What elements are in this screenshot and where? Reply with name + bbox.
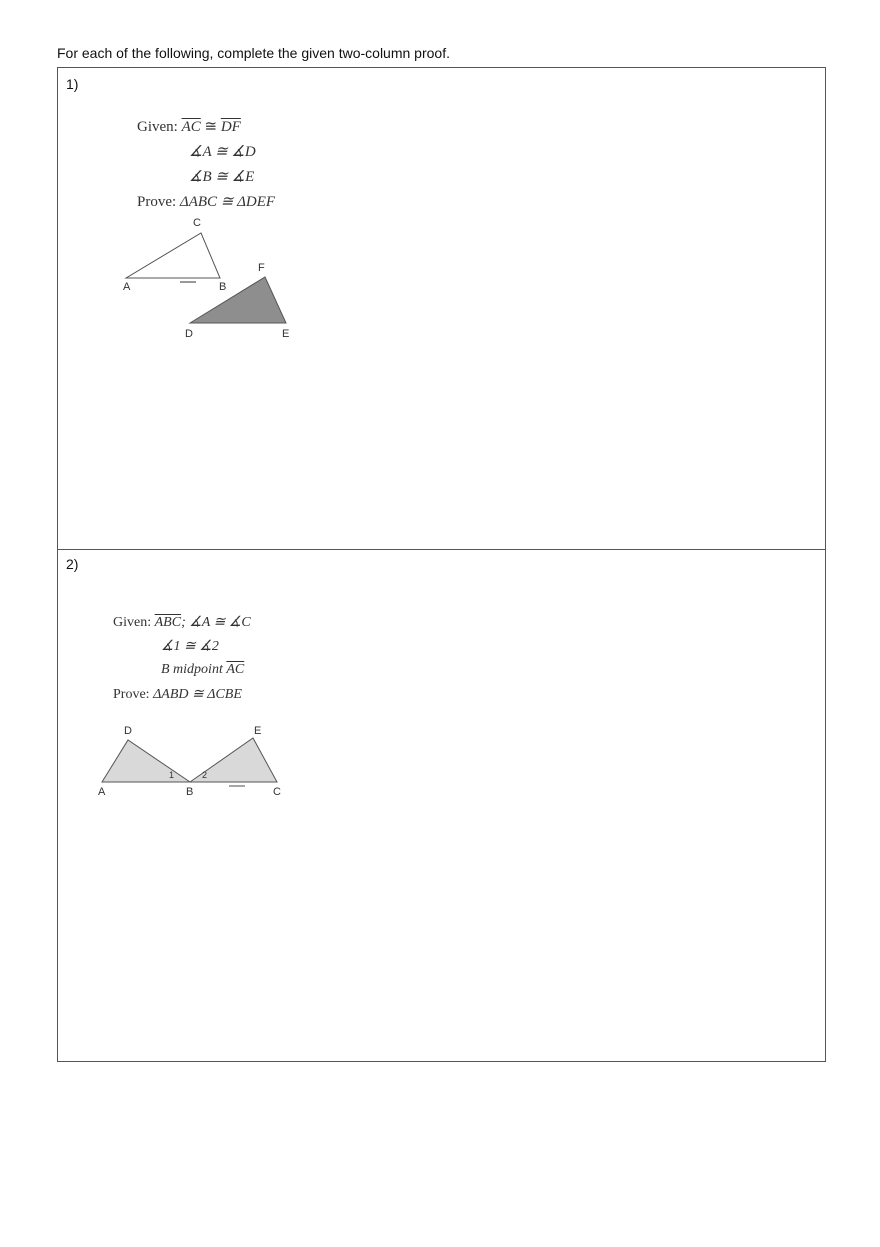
prove-statement: ΔABC ≅ ΔDEF xyxy=(179,194,276,210)
given-segment-abc: $\overline{ABC}$ xyxy=(154,615,182,630)
problem-number: 1) xyxy=(66,76,79,92)
vertex-label-e: E xyxy=(282,328,290,340)
given-statement-2: ∡A ≅ ∡D xyxy=(189,144,256,160)
given-segment-ac: $\overline{AC}$ xyxy=(226,662,245,677)
given-angle-statement: ; ∡A ≅ ∡C xyxy=(181,615,251,630)
angle-label-1: 1 xyxy=(169,770,175,780)
vertex-label-f: F xyxy=(258,262,265,274)
vertex-label-a: A xyxy=(98,786,106,798)
problem-2-box xyxy=(57,549,826,1062)
prove-statement: ΔABD ≅ ΔCBE xyxy=(153,687,242,702)
vertex-label-c: C xyxy=(193,217,201,229)
vertex-label-b: B xyxy=(219,281,227,293)
vertex-label-d: D xyxy=(124,725,132,737)
given-midpoint-text: B midpoint xyxy=(161,662,223,677)
problem-number: 2) xyxy=(66,556,79,572)
given-segment-df: $\overline{DF}$ xyxy=(220,119,241,135)
given-segment-ac: $\overline{AC}$ xyxy=(181,119,201,135)
problem-1-box xyxy=(57,67,826,550)
triangle-figure-1 xyxy=(118,216,308,341)
instructions: For each of the following, complete the given two-column proof. xyxy=(57,45,450,61)
angle-label-2: 2 xyxy=(202,770,208,780)
triangle-figure-2 xyxy=(94,720,294,800)
triangle-abc xyxy=(126,233,220,278)
vertex-label-a: A xyxy=(123,281,131,293)
triangle-def xyxy=(190,277,286,323)
given-label: Given: xyxy=(137,119,178,135)
given-label: Given: xyxy=(113,615,152,630)
prove-label: Prove: xyxy=(137,194,177,210)
vertex-label-d: D xyxy=(185,328,193,340)
vertex-label-b: B xyxy=(186,786,194,798)
vertex-label-c: C xyxy=(273,786,281,798)
given-statement-3: ∡B ≅ ∡E xyxy=(189,169,255,185)
vertex-label-e: E xyxy=(254,725,262,737)
prove-label: Prove: xyxy=(113,687,150,702)
given-statement-2: ∡1 ≅ ∡2 xyxy=(161,639,219,654)
congruent-symbol: ≅ xyxy=(204,119,218,135)
triangle-abd xyxy=(102,740,190,782)
